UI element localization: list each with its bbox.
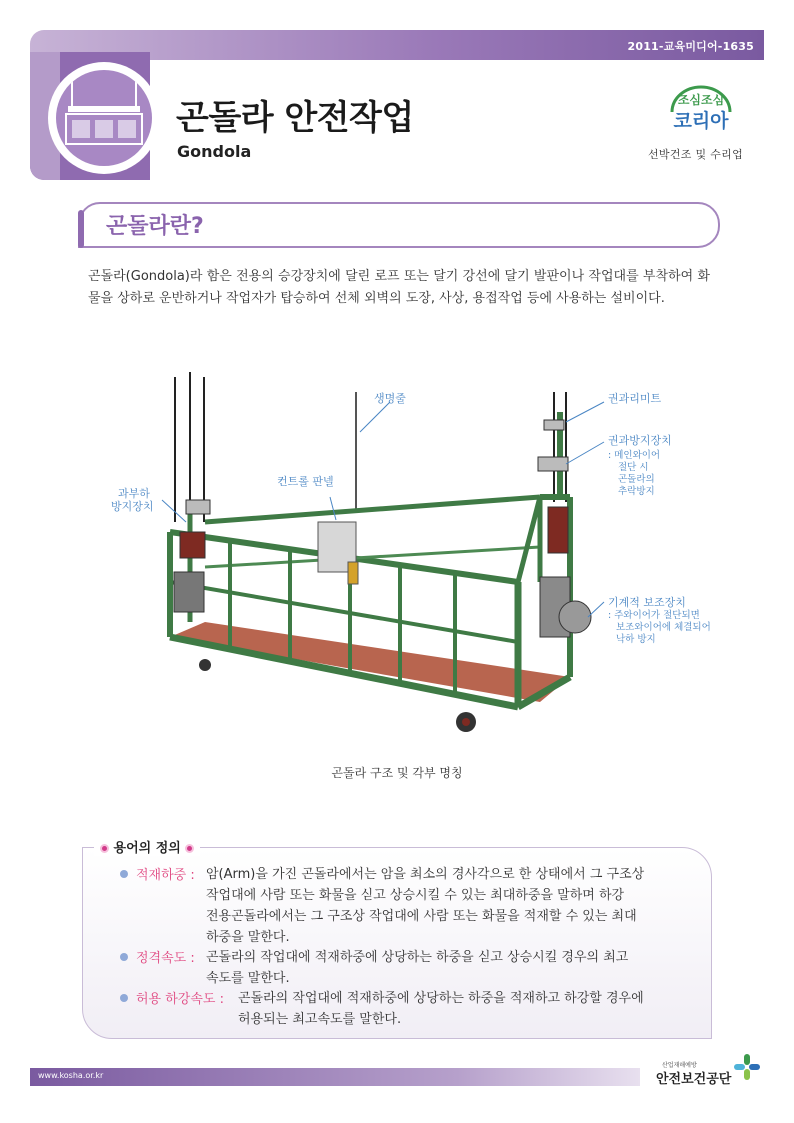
label-mech-aux-note-3: 낙하 방지 — [616, 634, 656, 645]
label-mech-aux: 기계적 보조장치 — [608, 596, 686, 609]
label-winding-prevent-note-3: 곤돌라의 — [618, 474, 655, 485]
logo-main-text: 코리아 — [673, 110, 729, 132]
def-term-1: 적재하중 : — [136, 868, 195, 883]
publication-code: 2011-교육미디어-1635 — [627, 40, 754, 53]
bullet-dot-icon — [185, 844, 194, 853]
bullet-icon — [120, 994, 128, 1002]
def-text-1-line-2: 작업대에 사람 또는 화물을 싣고 상승시킬 수 있는 최대하중을 말하며 하강 — [206, 888, 625, 903]
label-mech-aux-note-1: : 주와이어가 절단되면 — [608, 610, 700, 621]
definitions-title — [94, 837, 200, 856]
label-control-panel: 컨트롤 판넬 — [277, 475, 334, 488]
page-subtitle: Gondola — [177, 142, 252, 161]
def-term-2: 정격속도 : — [136, 951, 195, 966]
section-title: 곤돌라란? — [106, 214, 204, 239]
intro-paragraph: 곤돌라(Gondola)라 함은 전용의 승강장치에 달린 로프 또는 달기 강선에 달기 발판이나 작업대를 부착하여 화물을 상하로 운반하거나 작업자가 탑승하여 선체 외벽의 도장, 사상, 용접작업 등에 사용하는 설비이다. — [88, 269, 710, 306]
label-mech-aux-note-2: 보조와이어에 체결되어 — [616, 622, 711, 633]
def-text-1-line-1: 암(Arm)을 가진 곤돌라에서는 암을 최소의 경사각으로 한 상태에서 그 구조상 — [206, 867, 645, 882]
industry-label: 선박건조 및 수리업 — [648, 148, 744, 161]
section-heading-accent — [78, 210, 84, 248]
label-lifeline: 생명줄 — [374, 392, 406, 405]
diagram-caption: 곤돌라 구조 및 각부 명칭 — [331, 766, 463, 780]
label-winding-prevent: 권과방지장치 — [608, 434, 672, 447]
footer-org-name: 안전보건공단 — [656, 1072, 732, 1087]
footer-org-tagline: 산업재해예방 — [662, 1062, 697, 1069]
label-winding-prevent-note-1: : 메인와이어 — [608, 450, 661, 461]
logo-top-text: 조심조심 — [677, 93, 725, 107]
page-title: 곤돌라 안전작업 — [176, 98, 414, 138]
def-term-3: 허용 하강속도 : — [136, 992, 224, 1007]
label-overload-2: 방지장치 — [111, 500, 154, 513]
gondola-diagram — [100, 372, 720, 752]
def-text-3-line-1: 곤돌라의 작업대에 적재하중에 상당하는 하중을 적재하고 하강할 경우에 — [238, 991, 644, 1006]
label-winding-prevent-note-4: 추락방지 — [618, 486, 655, 497]
kosha-logo-icon — [732, 1052, 762, 1082]
def-text-2-line-1: 곤돌라의 작업대에 적재하중에 상당하는 하중을 싣고 상승시킬 경우의 최고 — [206, 950, 629, 965]
def-text-3-line-2: 허용되는 최고속도를 말한다. — [238, 1012, 402, 1027]
campaign-logo — [662, 82, 740, 142]
bullet-icon — [120, 953, 128, 961]
label-winding-prevent-note-2: 절단 시 — [618, 462, 649, 473]
footer-url[interactable]: www.kosha.or.kr — [38, 1071, 104, 1080]
bullet-dot-icon — [100, 844, 109, 853]
label-winding-limit: 권과리미트 — [608, 392, 662, 405]
def-text-2-line-2: 속도를 말한다. — [206, 971, 290, 986]
def-text-1-line-3: 전용곤돌라에서는 그 구조상 작업대에 사람 또는 화물을 적재할 수 있는 최대 — [206, 909, 637, 924]
footer-bar — [30, 1068, 640, 1086]
bullet-icon — [120, 870, 128, 878]
def-text-1-line-4: 하중을 말한다. — [206, 930, 290, 945]
definitions-title-text: 용어의 정의 — [113, 841, 181, 856]
label-overload-1: 과부하 — [118, 487, 150, 500]
gondola-emblem-icon — [56, 70, 152, 166]
